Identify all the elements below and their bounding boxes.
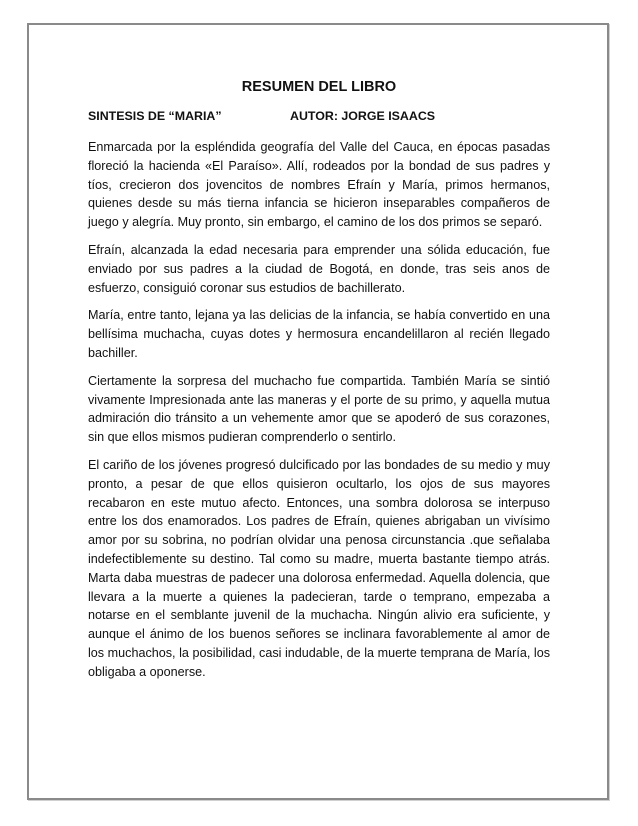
synthesis-label: SINTESIS DE “MARIA” [88,109,222,123]
paragraph-2: Efraín, alcanzada la edad necesaria para emprender una sólida educación, fue enviado por sus padres a la ciudad de Bogotá, en donde, tras seis anos de esfuerzo, consiguió coronar sus estudios de bachillerato. [88,242,550,295]
document-body [88,78,550,691]
paragraph-3: María, entre tanto, lejana ya las delicias de la infancia, se había convertido en una bellísima muchacha, cuyas dotes y hermosura encandelillaron al recién llegado bachiller. [88,308,550,360]
paragraph-4: Ciertamente la sorpresa del muchacho fue compartida. También María se sintió vivamente Impresionada ante las maneras y el porte de su primo, y aquella mutua admiración dio tránsito a un vehemente amor que se apoderó de sus corazones, sin que ellos mismos pudieran comprenderlo o sentirlo. [88,373,550,445]
paragraph-5: El cariño de los jóvenes progresó dulcificado por las bondades de su medio y muy pronto, a pesar de que ellos quisieron ocultarlo, los ojos de sus mayores recabaron en este mutuo afecto. Entonces, una sombra dolorosa se interpuso entre los dos enamorados. Los padres de Efraín, quienes abrigaban un vivísimo amor por su sobrina, no podrían olvidar una penosa circunstancia .que señalaba indefectiblemente su destino. Tal como su madre, muerta bastante tiempo atrás. Marta daba muestras de padecer una dolorosa enfermedad. Aquella dolencia, que llevara a la muerte a quienes la padecieran, tarde o temprano, empezaba a notarse en el semblante juvenil de la muchacha. Ningún alivio era suficiente, y aunque el ánimo de los buenos señores se inclinara favorablemente al amor de los muchachos, la posibilidad, casi indudable, de la muerte temprana de María, los obligaba a oponerse. [88,457,550,679]
document-title: RESUMEN DEL LIBRO [241,79,397,95]
author-label: AUTOR: JORGE ISAACS [290,109,436,123]
document-meta [88,108,550,125]
paragraph-1: Enmarcada por la espléndida geografía del Valle del Cauca, en épocas pasadas floreció la hacienda «El Paraíso». Allí, rodeados por la bondad de sus padres y tíos, crecieron dos jovencitos de nombres Efraín y María, primos hermanos, quienes desde su más tierna infancia se hicieron inseparables compañeros de juego y alegría. Muy pronto, sin embargo, el camino de los dos primos se separó. [88,140,550,230]
